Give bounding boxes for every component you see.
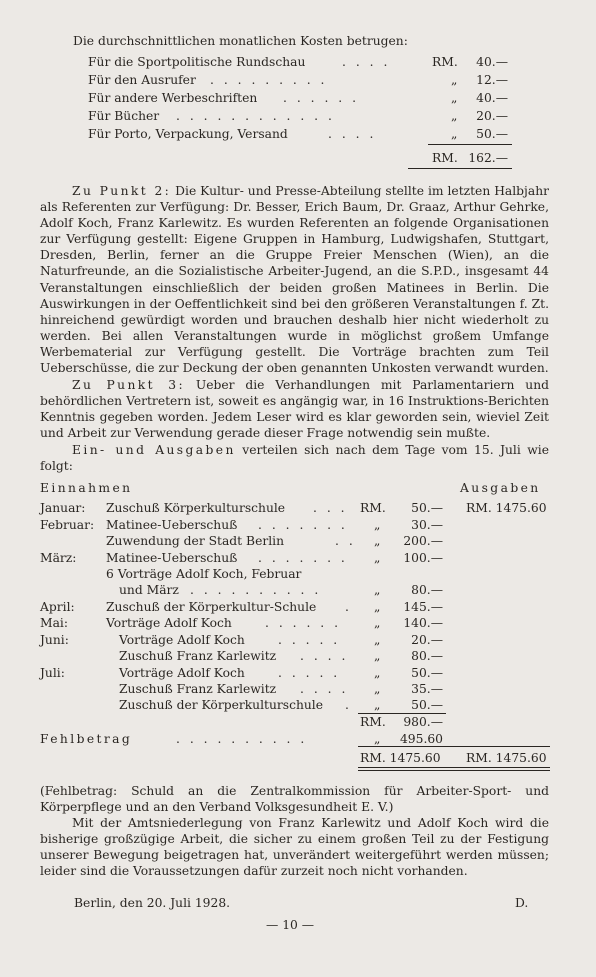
ledger-desc: Zuschuß Körperkulturschule [106,501,286,515]
ledger-month: Juli: [40,666,65,680]
ledger-double-rule [358,767,550,771]
cost-item-label: Für andere Werbeschriften [88,91,258,105]
ledger-month: Mai: [40,616,68,630]
cost-item-dots: . . . . [328,127,377,141]
ledger-amount: 80.— [411,583,443,597]
cost-item-amount: 20.— [476,109,508,123]
ledger-desc: Zuwendung der Stadt Berlin [106,534,285,548]
ledger-subtotal: 980.— [403,715,443,729]
ledger-amount: 100.— [403,551,443,565]
ledger-desc: Zuschuß der Körperkulturschule [119,698,324,712]
cost-item-dots: . . . . . . . . . [210,73,328,87]
cost-item-label: Für den Ausrufer [88,73,196,87]
ledger-amount: 200.— [403,534,443,548]
ledger-amount: 30.— [411,518,443,532]
ledger-currency: „ [374,534,381,548]
ledger-month: Juni: [40,633,69,647]
ledger-dots: . . . . [300,649,349,663]
cost-item-currency: „ [451,109,458,123]
ledger-desc: Vorträge Adolf Koch [119,666,245,680]
cost-item-dots: . . . . . . [283,91,359,105]
ledger-currency: „ [374,551,381,565]
ledger-amount: 35.— [411,682,443,696]
ledger-amount: 50.— [411,698,443,712]
ledger-currency: „ [374,583,381,597]
ledger-dots: . . . . . . [265,616,341,630]
cost-item-amount: 40.— [476,91,508,105]
deficit-label: Fehlbetrag [40,732,133,746]
deficit-currency: „ [374,732,381,746]
total-expense: RM. 1475.60 [466,751,547,765]
ledger-amount: 145.— [403,600,443,614]
paragraph-punkt-2 [40,183,549,376]
expense-header: Ausgaben [460,481,541,495]
ledger-currency: RM. [360,501,386,515]
final-paragraph: Mit der Amtsniederlegung von Franz Karlewitz und Adolf Koch wird die bisherige großzügige Arbeit, die sicher zu einem großen Teil zu der Festigung unserer Bewegung beigetragen hat, unverändert weitergeführt werden müssen; leider sind die Voraussetzungen dafür zurzeit noch nicht vorhanden. [40,816,549,879]
costs-total: 162.— [468,151,508,165]
ledger-desc: Vorträge Adolf Koch [119,633,245,647]
costs-total-rule [408,168,512,169]
paragraph-punkt-3 [40,377,549,441]
ledger-dots: . . . . . [278,633,341,647]
deficit-amount: 495.60 [399,732,443,746]
ledger-month: März: [40,551,77,565]
ledger-month: April: [40,600,75,614]
ledger-expense: RM. 1475.60 [466,501,547,515]
ledger-month: Januar: [40,501,86,515]
deficit-note: (Fehlbetrag: Schuld an die Zentralkommission für Arbeiter-Sport- und Körperpflege und an den Verband Volksgesundheit E. V.) [40,784,549,815]
ledger-amount: 140.— [403,616,443,630]
paragraph-body: verteilen sich nach dem Tage vom 15. Juli wie folgt: [40,443,549,474]
ledger-currency: „ [374,616,381,630]
total-income: RM. 1475.60 [360,751,441,765]
ledger-desc: Matinee-Ueberschuß [106,518,238,532]
ledger-currency: „ [374,633,381,647]
costs-sum-rule [428,144,512,145]
ledger-dots: . [345,600,352,614]
cost-item-currency: „ [451,127,458,141]
ledger-desc: Zuschuß Franz Karlewitz [119,682,277,696]
author-initial: D. [515,896,529,910]
place-date: Berlin, den 20. Juli 1928. [74,896,231,910]
cost-item-dots: . . . . [342,55,391,69]
cost-item-currency: RM. [432,55,458,69]
ledger-currency: „ [374,666,381,680]
page-number: — 10 — [266,918,315,932]
ledger-amount: 80.— [411,649,443,663]
cost-item-label: Für Porto, Verpackung, Versand [88,127,288,141]
cost-item-label: Für die Sportpolitische Rundschau [88,55,306,69]
ledger-currency: „ [374,649,381,663]
ledger-month: Februar: [40,518,95,532]
ledger-desc: 6 Vorträge Adolf Koch, Februar [106,567,302,581]
cost-item-amount: 40.— [476,55,508,69]
cost-item-amount: 50.— [476,127,508,141]
paragraph-lead: Ein- und Ausgaben [72,443,236,457]
ledger-subtotal-currency: RM. [360,715,386,729]
costs-heading: Die durchschnittlichen monatlichen Kosten betrugen: [73,34,408,48]
paragraph-ledger-intro [40,442,549,474]
ledger-dots: . . . . . . . [258,551,348,565]
cost-item-currency: „ [451,73,458,87]
ledger-dots: . . . . . . . [258,518,348,532]
ledger-desc: Matinee-Ueberschuß [106,551,238,565]
ledger-amount: 50.— [411,666,443,680]
costs-total-currency: RM. [432,151,458,165]
ledger-dots: . . . . . [278,666,341,680]
ledger-total-rule [358,746,550,747]
ledger-dots: . . . . [300,682,349,696]
deficit-dots: . . . . . . . . . . [176,732,308,746]
ledger-dots: . [345,698,352,712]
ledger-amount: 20.— [411,633,443,647]
ledger-desc: Zuschuß der Körperkultur-Schule [106,600,317,614]
ledger-currency: „ [374,600,381,614]
ledger-desc: Vorträge Adolf Koch [106,616,232,630]
paragraph-body: Die Kultur- und Presse-Abteilung stellte im letzten Halbjahr als Referenten zur Verfügung: Dr. Besser, Erich Baum, Dr. Graaz, Arthur Gehrke, Adolf Koch, Franz Karlewitz. Es wurden Referenten an folgende Organisationen zur Verfügung gestellt: Eigene Gruppen in Hamburg, Ludwigshafen, Stuttgart, Dresden, Berlin, ferner an die Gruppe Freier Menschen (Wien), an die Naturfreunde, an die Sozialistische Arbeiter-Jugend, an die S.P.D., insgesamt 44 Veranstaltungen einschließlich der beiden großen Matinees in Berlin. Die Auswirkungen in der Oeffentlichkeit sind bei den größeren Veranstaltungen f. Zt. hinreichend gewürdigt worden und brauchen deshalb hier nicht wiederholt zu werden. Bei allen Veranstaltungen wurde in möglichst großem Umfange Werbematerial zur Verfügung gestellt. Die Vorträge brachten zum Teil Ueberschüsse, die zur Deckung der oben genannten Unkosten verwandt wurden. [40,184,549,376]
ledger-desc: und März [119,583,179,597]
ledger-currency: „ [374,518,381,532]
ledger-amount: 50.— [411,501,443,515]
ledger-desc: Zuschuß Franz Karlewitz [119,649,277,663]
cost-item-label: Für Bücher [88,109,160,123]
paragraph-lead: Zu Punkt 2: [72,184,172,198]
ledger-dots: . . . . . . . . . . [190,583,322,597]
cost-item-amount: 12.— [476,73,508,87]
income-header: Einnahmen [40,481,133,495]
ledger-dots: . . . [313,501,348,515]
paragraph-body: Ueber die Verhandlungen mit Parlamentariern und behördlichen Vertretern ist, soweit es angängig war, in 16 Instruktions-Berichten Kenntnis gegeben worden. Jedem Leser wird es klar geworden sein, wieviel Zeit und Arbeit zur Verwendung gerade dieser Frage notwendig sein mußte. [40,378,549,441]
ledger-dots: . . [335,534,356,548]
ledger-currency: „ [374,682,381,696]
cost-item-currency: „ [451,91,458,105]
cost-item-dots: . . . . . . . . . . . . [176,109,335,123]
ledger-currency: „ [374,698,381,712]
paragraph-lead: Zu Punkt 3: [72,378,185,392]
